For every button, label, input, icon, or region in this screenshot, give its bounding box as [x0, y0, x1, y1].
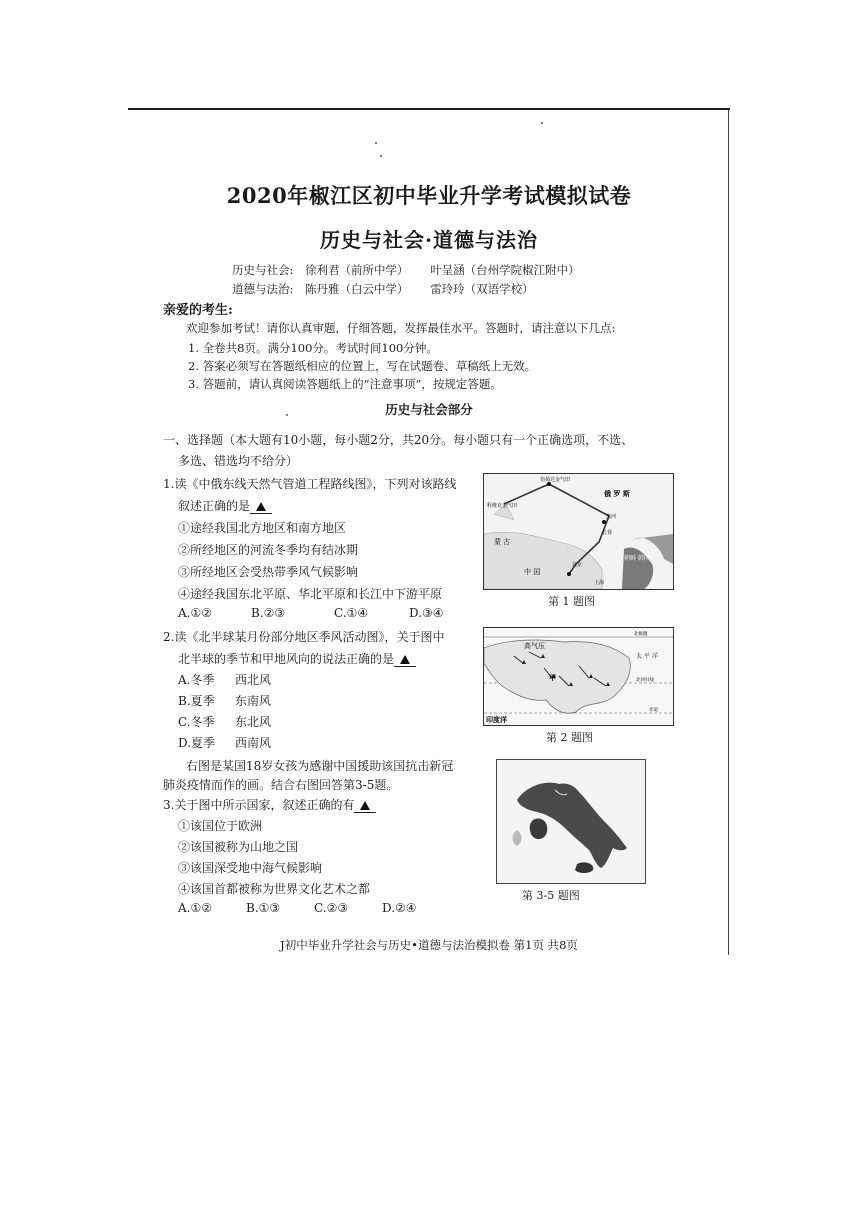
authors-label: 历史与社会:: [232, 263, 294, 277]
q2-option-wind: 东北风: [235, 715, 272, 729]
q3-option-d: D.②④: [382, 901, 417, 915]
map-label: 赤道: [649, 708, 658, 713]
section-title: 历史与社会部分: [385, 402, 473, 417]
author: 徐利君（前所中学）: [305, 263, 409, 277]
q1-statement: ②所经地区的河流冬季均有结冰期: [178, 543, 359, 557]
authors-history: [232, 262, 580, 278]
q1-stem-text: 叙述正确的是: [178, 499, 251, 513]
author: 陈丹雅（白云中学）: [305, 282, 409, 296]
passage-line: 肺炎疫情而作的画。结合右图回答第3-5题。: [163, 778, 399, 792]
top-rule: [128, 108, 730, 110]
answer-blank: [394, 652, 416, 667]
q1-statement: ①途经我国北方地区和南方地区: [178, 521, 347, 535]
passage-line: 右图是某国18岁女孩为感谢中国援助该国抗击新冠: [186, 759, 454, 773]
q3-statement: ③该国深受地中海气候影响: [178, 861, 323, 875]
answer-blank: [250, 499, 272, 514]
q2-caption: 第 2 题图: [546, 731, 593, 744]
scan-speck: [380, 155, 382, 157]
map-label: 上海: [594, 580, 605, 586]
q1-option-a: A.①②: [178, 606, 212, 620]
map-label: 北回归线: [636, 678, 654, 683]
triangle-icon: [360, 801, 370, 810]
q3-caption: 第 3-5 题图: [522, 889, 580, 902]
q3-statement: ④该国首都被称为世界文化艺术之都: [178, 882, 371, 896]
q3-statement: ①该国位于欧洲: [178, 819, 263, 833]
map-label: 北极圈: [634, 632, 648, 637]
map-label-china: 中 国: [524, 568, 541, 576]
q3-option-c: C.②③: [314, 901, 349, 915]
q1-statement: ③所经地区会受热带季风气候影响: [178, 565, 359, 579]
map-label: 恰扬达金气田: [540, 477, 571, 483]
page-footer: J初中毕业升学社会与历史•道德与法治模拟卷 第1页 共8页: [280, 938, 578, 952]
author: 叶呈涵（台州学院椒江附中）: [430, 263, 580, 277]
map-label-mongolia: 蒙 古: [494, 538, 511, 546]
q2-map-figure: [483, 627, 674, 726]
q1-stem-cont: [178, 497, 272, 514]
q2-option-wind: 西北风: [235, 673, 272, 687]
q1-option-d: D.③④: [409, 606, 444, 620]
map-label-indian: 印度洋: [486, 716, 507, 724]
scan-speck: [541, 122, 543, 124]
q1-map-figure: [483, 473, 674, 590]
notice-item: 3. 答题前，请认真阅读答题纸上的“注意事项”，按规定答题。: [188, 377, 502, 391]
q1-map-svg: [484, 474, 673, 589]
section-instructions-cont: 多选、错选均不给分）: [178, 454, 299, 468]
q2-option-season: B.夏季: [178, 694, 215, 708]
q2-map-svg: [484, 628, 673, 725]
notice-item: 1. 全卷共8页。满分100分。考试时间100分钟。: [188, 341, 438, 355]
q3-option-a: A.①②: [178, 901, 212, 915]
map-label: 黑河: [606, 514, 617, 520]
map-label-korea: 朝鲜 韩国: [624, 555, 650, 562]
q2-stem: 2.读《北半球某月份部分地区季风活动图》，关于图中: [163, 630, 445, 644]
q1-caption: 第 1 题图: [548, 595, 595, 608]
map-label: 长春: [602, 530, 613, 536]
notice-intro: 欢迎参加考试！请你认真审题，仔细答题，发挥最佳水平。答题时，请注意以下几点:: [186, 321, 616, 335]
q3-painting-figure: [496, 759, 646, 884]
scan-speck: [375, 142, 377, 144]
map-label-jia: 甲: [549, 674, 556, 682]
map-label: 科维克金气田: [487, 503, 518, 509]
exam-subtitle: 历史与社会·道德与法治: [320, 228, 538, 252]
q2-option-wind: 西南风: [235, 736, 272, 750]
q3-stem-line: [163, 796, 376, 813]
author: 雷玲玲（双语学校）: [430, 282, 534, 296]
q3-statement: ②该国被称为山地之国: [178, 840, 299, 854]
q1-stem: 1.读《中俄东线天然气管道工程路线图》，下列对该路线: [163, 477, 457, 491]
q2-option-wind: 东南风: [235, 694, 272, 708]
q3-stem: 3.关于图中所示国家，叙述正确的有: [163, 798, 355, 812]
q3-option-b: B.①③: [246, 901, 281, 915]
q2-stem-text: 北半球的季节和甲地风向的说法正确的是: [178, 652, 395, 666]
notice-item: 2. 答案必须写在答题纸相应的位置上，写在试题卷、草稿纸上无效。: [188, 359, 537, 373]
q2-option-season: C.冬季: [178, 715, 215, 729]
map-label-high: 高气压: [524, 642, 545, 650]
q2-option-season: D.夏季: [178, 736, 216, 750]
q1-statement: ④途经我国东北平原、华北平原和长江中下游平原: [178, 587, 443, 601]
authors-label: 道德与法治:: [232, 282, 294, 296]
q2-stem-cont: [178, 650, 416, 667]
section-instructions: 一、选择题（本大题有10小题，每小题2分，共20分。每小题只有一个正确选项，不选、: [163, 433, 634, 447]
q3-painting-svg: [497, 760, 645, 883]
authors-morality: [232, 281, 534, 297]
map-label-pacific: 太 平 洋: [636, 653, 658, 660]
q1-option-c: C.①④: [334, 606, 369, 620]
map-label-russia: 俄 罗 斯: [604, 490, 630, 498]
triangle-icon: [400, 655, 410, 664]
q2-option-season: A.冬季: [178, 673, 215, 687]
map-label: 北京: [572, 562, 583, 568]
answer-blank: [354, 798, 376, 813]
triangle-icon: [256, 502, 266, 511]
exam-title: 2020年椒江区初中毕业升学考试模拟试卷: [226, 183, 632, 208]
greeting-label: 亲爱的考生:: [163, 303, 233, 318]
q1-option-b: B.②③: [251, 606, 286, 620]
